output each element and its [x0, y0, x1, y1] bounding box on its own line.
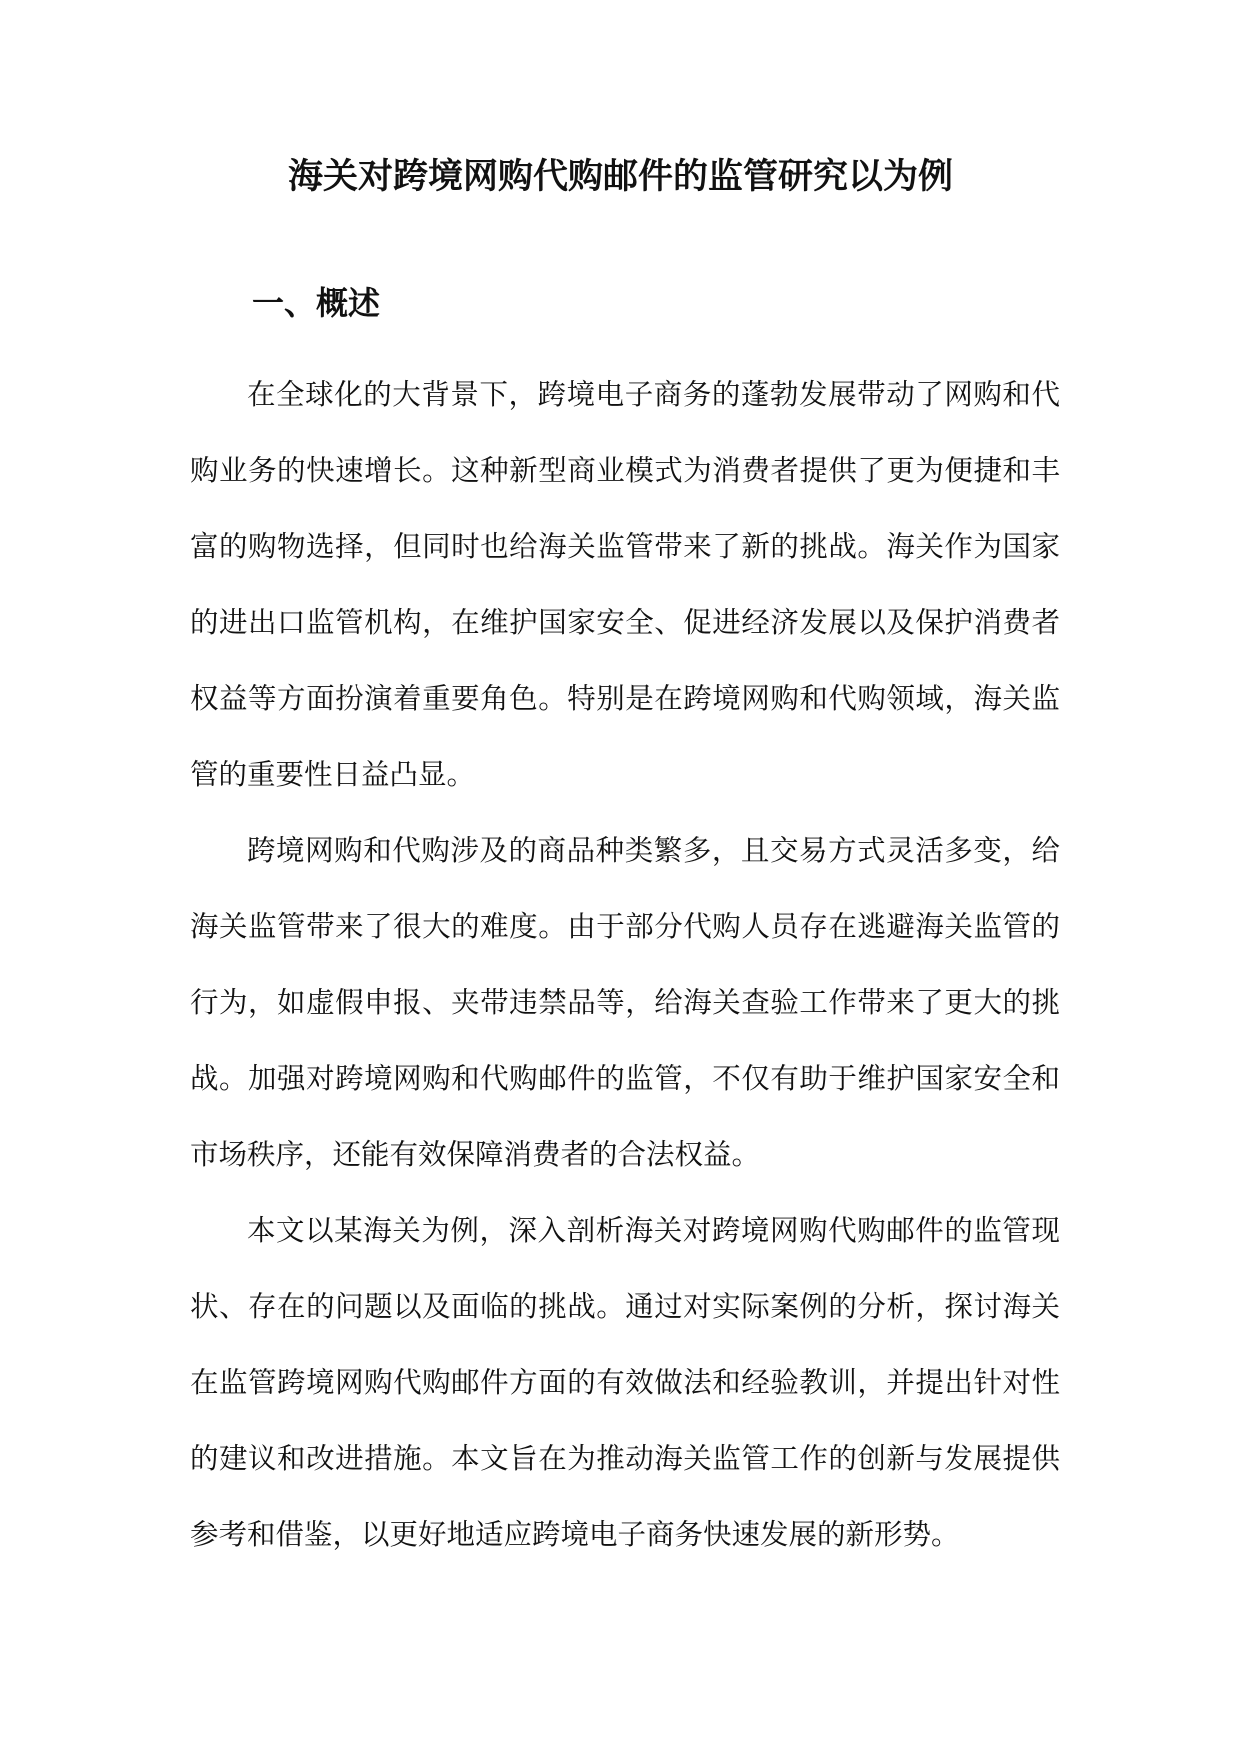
body-paragraph-1: 在全球化的大背景下，跨境电子商务的蓬勃发展带动了网购和代购业务的快速增长。这种新型商业模式为消费者提供了更为便捷和丰富的购物选择，但同时也给海关监管带来了新的挑战。海关作为国家的进出口监管机构，在维护国家安全、促进经济发展以及保护消费者权益等方面扮演着重要角色。特别是在跨境网购和代购领域，海关监管的重要性日益凸显。: [190, 378, 1060, 791]
document-title: 海关对跨境网购代购邮件的监管研究以为例: [287, 156, 953, 197]
body-paragraph-3: 本文以某海关为例，深入剖析海关对跨境网购代购邮件的监管现状、存在的问题以及面临的挑战。通过对实际案例的分析，探讨海关在监管跨境网购代购邮件方面的有效做法和经验教训，并提出针对性的建议和改进措施。本文旨在为推动海关监管工作的创新与发展提供参考和借鉴，以更好地适应跨境电子商务快速发展的新形势。: [190, 1214, 1060, 1551]
body-paragraph-2: 跨境网购和代购涉及的商品种类繁多，且交易方式灵活多变，给海关监管带来了很大的难度。由于部分代购人员存在逃避海关监管的行为，如虚假申报、夹带违禁品等，给海关查验工作带来了更大的挑战。加强对跨境网购和代购邮件的监管，不仅有助于维护国家安全和市场秩序，还能有效保障消费者的合法权益。: [190, 834, 1060, 1171]
section-heading-overview: 一、概述: [252, 284, 381, 322]
